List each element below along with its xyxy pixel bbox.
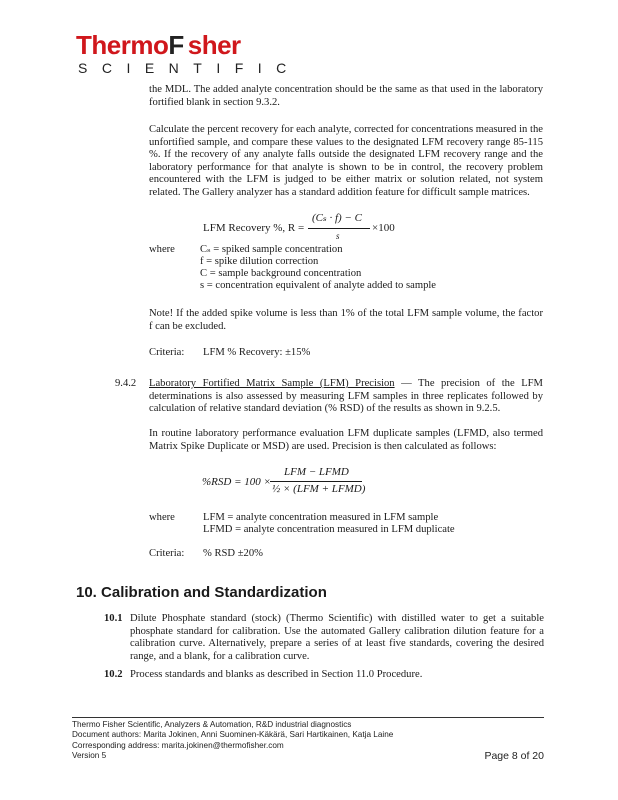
logo-wordmark: ThermoF sher — [76, 30, 241, 60]
thermo-fisher-logo — [76, 32, 301, 76]
section-10-heading: 10. Calibration and Standardization — [76, 584, 327, 601]
formula1-denominator: s — [336, 231, 340, 241]
where1-item: s = concentration equivalent of analyte added to sample — [200, 280, 437, 291]
where2-item: LFMD = analyte concentration measured in LFM duplicate — [203, 524, 455, 535]
formula1-numerator: (Cₛ · f) − C — [312, 212, 362, 224]
paragraph-calculate-recovery: Calculate the percent recovery for each analyte, corrected for concentrations measured in the unfortified sample, and compare these values to the designated LFM recovery range 85-115 %. If the recovery of any analyte falls outside the designated LFM recovery range and the laboratory performance for that analyte is shown to be in control, the recovery problem encountered with the LFM is judged to be either matrix or solution related, not system related. The Gallery analyzer has a standard addition feature for difficult sample matrices. — [149, 124, 543, 198]
formula2-fraction-bar — [270, 481, 362, 482]
footer-line: Thermo Fisher Scientific, Analyzers & Automation, R&D industrial diagnostics — [72, 720, 352, 729]
where1-item: C = sample background concentration — [200, 268, 362, 279]
formula2-numerator: LFM − LFMD — [284, 466, 349, 478]
item-10-2-text: Process standards and blanks as described in Section 11.0 Procedure. — [130, 669, 423, 680]
page-footer — [72, 717, 544, 762]
section-9-4-2-paragraph: Laboratory Fortified Matrix Sample (LFM) Precision — The precision of the LFM determinations is also assessed by measuring LFM samples in three replicates followed by calculation of relative standard deviation (% RSD) of the results as shown in 9.2.5. — [149, 378, 543, 415]
criteria1-label: Criteria: — [149, 347, 185, 358]
where2-label: where — [149, 512, 175, 523]
footer-line: Document authors: Marita Jokinen, Anni Suominen-Käkärä, Sari Hartikainen, Katja Laine — [72, 730, 394, 740]
formula2-lhs: %RSD = 100 × — [202, 476, 271, 488]
formula1-multiplier: ×100 — [372, 222, 395, 234]
criteria1-value: LFM % Recovery: ±15% — [203, 347, 311, 358]
criteria2-label: Criteria: — [149, 548, 185, 559]
section-number-9-4-2: 9.4.2 — [115, 378, 137, 389]
page-number: Page 8 of 20 — [484, 750, 544, 763]
where1-label: where — [149, 244, 175, 255]
item-10-1-text: Dilute Phosphate standard (stock) (Thermo Scientific) with distilled water to get a suitable phosphate standard for calibration. Use the automated Gallery calibration dilution feature for a calibration curve. Alternatively, prepare a series of at least five standards, covering the desired range, and a blank, for a calibration curve. — [130, 613, 544, 662]
item-number-10-2: 10.2 — [104, 669, 123, 680]
formula1-lhs: LFM Recovery %, R = — [203, 222, 305, 234]
footer-line: Corresponding address: marita.jokinen@thermofisher.com — [72, 740, 284, 750]
item-number-10-1: 10.1 — [104, 613, 123, 624]
where2-item: LFM = analyte concentration measured in LFM sample — [203, 512, 439, 523]
section-9-4-2-title: Laboratory Fortified Matrix Sample (LFM) Precision — [149, 378, 395, 389]
footer-line: Version 5 — [72, 751, 107, 761]
formula1-fraction-bar — [308, 228, 370, 229]
paragraph-routine-evaluation: In routine laboratory performance evaluation LFM duplicate samples (LFMD, also termed Matrix Spike Duplicate or MSD) are used. Precision is then calculated as follows: — [149, 428, 543, 452]
formula2-denominator: ½ × (LFM + LFMD) — [272, 483, 366, 495]
paragraph-mdl: the MDL. The added analyte concentration should be the same as that used in the laboratory fortified blank in section 9.3.2. — [149, 84, 543, 108]
where1-item: Cₛ = spiked sample concentration — [200, 244, 343, 255]
note-paragraph: Note! If the added spike volume is less than 1% of the total LFM sample volume, the factor f can be excluded. — [149, 308, 543, 332]
criteria2-value: % RSD ±20% — [203, 548, 263, 559]
where1-item: f = spike dilution correction — [200, 256, 319, 267]
logo-subtitle: SCIENTIFIC — [78, 60, 301, 76]
